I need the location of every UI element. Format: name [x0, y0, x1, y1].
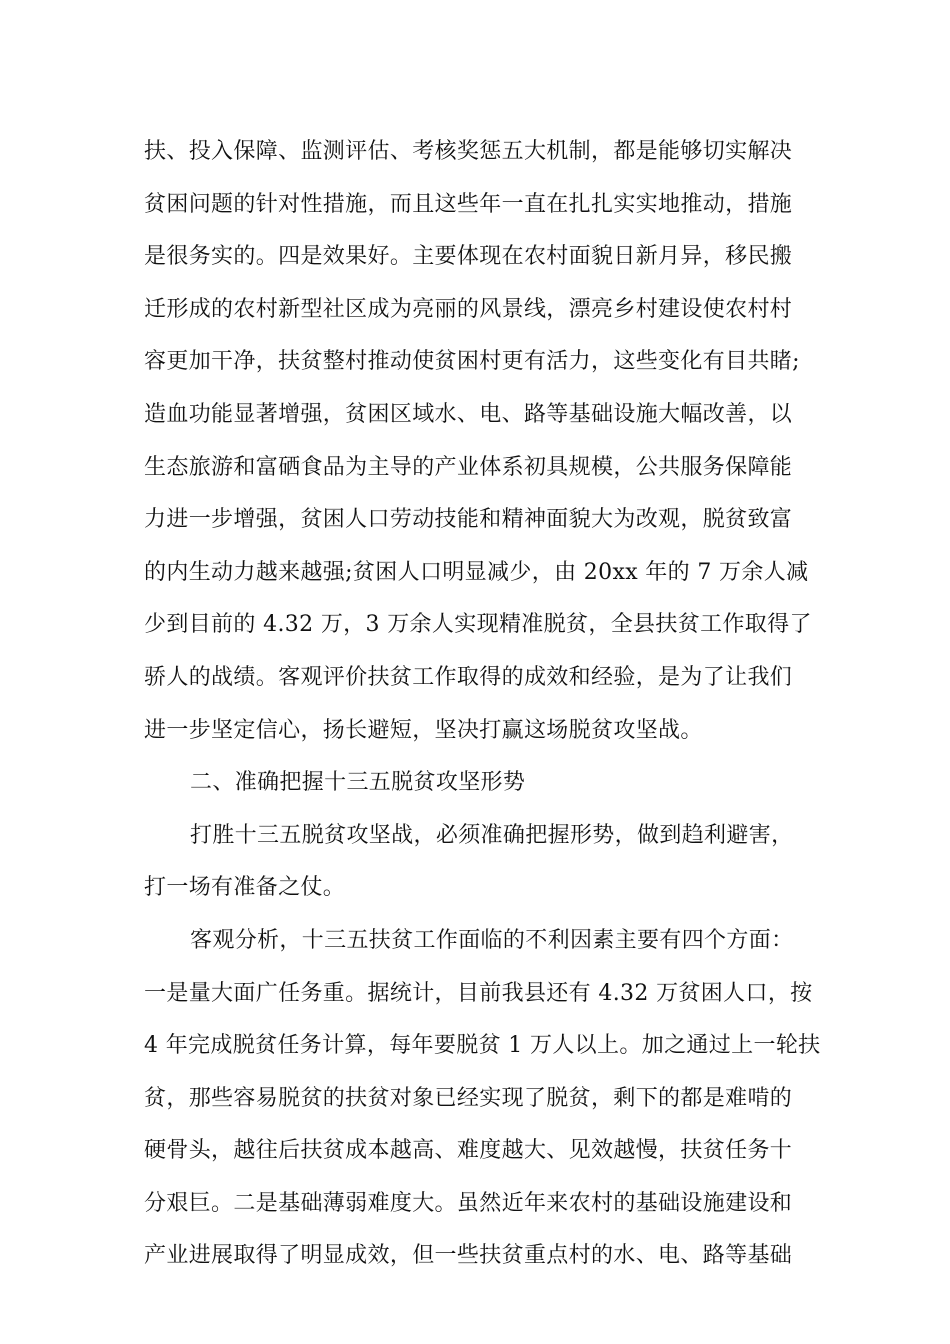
text-line: 迁形成的农村新型社区成为亮丽的风景线，漂亮乡村建设使农村村 — [144, 296, 793, 322]
text-line: 力进一步增强，贫困人口劳动技能和精神面貌大为改观，脱贫致富 — [144, 507, 793, 533]
text-line: 分艰巨。二是基础薄弱难度大。虽然近年来农村的基础设施建设和 — [144, 1190, 793, 1216]
section-heading: 二、准确把握十三五脱贫攻坚形势 — [190, 770, 526, 796]
paragraph-first-line: 客观分析，十三五扶贫工作面临的不利因素主要有四个方面： — [190, 927, 794, 953]
text-line: 产业进展取得了明显成效，但一些扶贫重点村的水、电、路等基础 — [144, 1243, 793, 1269]
text-line: 进一步坚定信心，扬长避短，坚决打赢这场脱贫攻坚战。 — [144, 717, 703, 743]
text-line: 造血功能显著增强，贫困区域水、电、路等基础设施大幅改善，以 — [144, 401, 793, 427]
text-line: 贫困问题的针对性措施，而且这些年一直在扎扎实实地推动，措施 — [144, 191, 793, 217]
text-line: 骄人的战绩。客观评价扶贫工作取得的成效和经验，是为了让我们 — [144, 664, 793, 690]
text-line: 生态旅游和富硒食品为主导的产业体系初具规模，公共服务保障能 — [144, 454, 793, 480]
text-line: 贫，那些容易脱贫的扶贫对象已经实现了脱贫，剩下的都是难啃的 — [144, 1085, 793, 1111]
text-line: 是很务实的。四是效果好。主要体现在农村面貌日新月异，移民搬 — [144, 244, 793, 270]
text-line: 少到目前的 4.32 万，3 万余人实现精准脱贫，全县扶贫工作取得了 — [144, 612, 812, 638]
text-line: 4 年完成脱贫任务计算，每年要脱贫 1 万人以上。加之通过上一轮扶 — [144, 1033, 821, 1059]
text-line: 扶、投入保障、监测评估、考核奖惩五大机制，都是能够切实解决 — [144, 139, 793, 164]
text-line: 容更加干净，扶贫整村推动使贫困村更有活力，这些变化有目共睹; — [144, 349, 800, 375]
text-line: 一是量大面广任务重。据统计，目前我县还有 4.32 万贫困人口，按 — [144, 980, 813, 1006]
text-line: 打一场有准备之仗。 — [144, 875, 346, 901]
text-line: 的内生动力越来越强;贫困人口明显减少，由 20xx 年的 7 万余人减 — [144, 559, 809, 585]
document-body — [144, 130, 824, 1287]
text-line: 硬骨头，越往后扶贫成本越高、难度越大、见效越慢，扶贫任务十 — [144, 1138, 793, 1164]
paragraph-first-line: 打胜十三五脱贫攻坚战，必须准确把握形势，做到趋利避害， — [190, 822, 794, 848]
